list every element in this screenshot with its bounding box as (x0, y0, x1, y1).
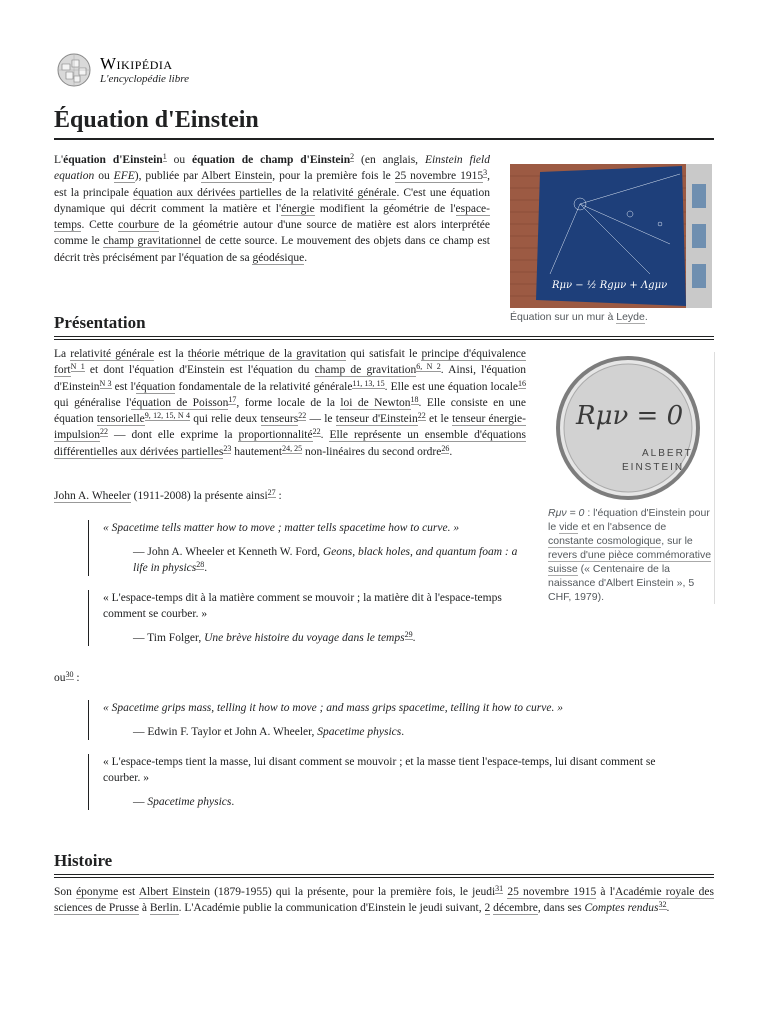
ref-link[interactable]: 32 (658, 900, 667, 910)
ref-link[interactable]: 28 (196, 560, 205, 569)
cite-author: — (133, 796, 148, 808)
quote-body: « Spacetime tells matter how to move ; matter tells spacetime how to curve. » (103, 522, 460, 534)
link-date[interactable]: 25 novembre 1915 (507, 886, 597, 898)
cite-title: Spacetime physics (317, 726, 402, 738)
quote-cite (133, 544, 527, 576)
text: . (666, 902, 670, 915)
link-tenseur-energie[interactable]: tenseur énergie-impulsion (54, 413, 526, 442)
quote-text: « L'espace-temps tient la masse, lui disant comment se mouvoir ; et la masse tient l'espace-temps, lui disant comment se courber. » (103, 756, 656, 784)
link-albert-einstein[interactable]: Albert Einstein (138, 886, 211, 898)
link-day[interactable]: 2 (484, 902, 491, 915)
text: (en anglais, (354, 154, 425, 166)
text: qui généralise l' (54, 396, 132, 409)
text: . (304, 251, 308, 264)
text: , pour la première fois le (272, 170, 395, 183)
coin-line-1: ALBERT (642, 448, 693, 459)
link-efe[interactable]: EFE (113, 170, 135, 183)
ref-link[interactable]: 22 (298, 411, 307, 421)
ref-link[interactable]: 26 (441, 443, 450, 453)
link-constante[interactable]: constante cosmologique (548, 535, 662, 547)
caption-text: (« Centenaire de la naissance d'Albert Einstein », 5 CHF, 1979). (548, 563, 695, 603)
wheeler-intro (54, 488, 526, 504)
note-link[interactable]: N 3 (99, 378, 112, 388)
logo-subtitle: L'encyclopédie libre (100, 73, 189, 85)
text: ou (54, 672, 66, 684)
text: , dans ses (537, 902, 585, 915)
link-tensorielle[interactable]: tensorielle (96, 413, 145, 426)
ref-link[interactable]: 17 (228, 394, 237, 404)
link-proportionnalite[interactable]: proportionnalité (238, 429, 313, 442)
ref-link[interactable]: 22 (100, 427, 109, 437)
text: à l' (596, 886, 615, 898)
text: . (449, 445, 453, 458)
link-principe[interactable]: principe d'équivalence fort (54, 348, 527, 377)
ref-link[interactable]: 23 (223, 443, 232, 453)
ref-link[interactable]: 11, 13, 15 (352, 378, 385, 388)
text: : (73, 672, 80, 684)
text: de la géométrie autour d'une source de matière est alors interprétée comme le (54, 219, 490, 248)
link-vide[interactable]: vide (559, 521, 579, 533)
quote-3 (88, 700, 683, 740)
wall-image[interactable] (510, 164, 712, 308)
text: . Elle consiste en une équation (54, 396, 527, 426)
figure-coin-caption (548, 506, 714, 604)
text: et dont l'équation d'Einstein est l'équation du (84, 364, 315, 377)
quote-body: « Spacetime grips mass, telling it how to move ; and mass grips spacetime, telling it how to curve. » (103, 702, 563, 714)
ref-link[interactable]: 16 (518, 378, 527, 388)
section-heading-histoire: Histoire (54, 850, 714, 878)
ref-link[interactable]: 18 (410, 394, 419, 404)
link-date[interactable]: 25 novembre 1915 (394, 170, 484, 183)
text: . Elle est une équation locale (384, 380, 519, 393)
link-equation[interactable]: équation (135, 380, 176, 393)
quote-cite (133, 794, 683, 810)
text: hautement (231, 445, 283, 458)
quote-text (103, 700, 683, 716)
cite-end: . (231, 796, 235, 808)
text: fondamentale de la relativité générale (175, 380, 353, 393)
text: est (118, 886, 139, 898)
quote-cite (133, 630, 527, 646)
link-eponyme[interactable]: éponyme (76, 886, 119, 898)
link-champ[interactable]: champ de gravitation (314, 364, 417, 377)
link-albert-einstein[interactable]: Albert Einstein (201, 170, 273, 183)
cite-author: — Tim Folger, (133, 632, 205, 644)
wall-formula: Rμν − ½ Rgμν + Λgμν (552, 280, 668, 291)
link-leyde[interactable]: Leyde (616, 311, 645, 323)
cite-end: . (401, 726, 405, 738)
quote-2 (88, 590, 527, 646)
ref-link[interactable]: 27 (267, 488, 276, 497)
wordmark (100, 55, 189, 85)
text: . (320, 429, 330, 442)
ref-link[interactable]: 30 (65, 670, 74, 679)
ref-link[interactable]: 22 (417, 411, 426, 421)
quote-1 (88, 520, 527, 576)
caption-text: , sur le (661, 535, 693, 547)
text: ou (166, 154, 192, 166)
coin-line-2: EINSTEIN (622, 462, 685, 473)
caption-end: . (644, 311, 648, 323)
text: ), publiée par (134, 170, 202, 183)
caption-text: Équation sur un mur à (510, 311, 617, 323)
ref-link[interactable]: 24, 25 (282, 443, 303, 453)
text: qui relie deux (190, 413, 261, 426)
text: et le (425, 413, 453, 426)
cite-author: — John A. Wheeler et Kenneth W. Ford, (133, 546, 323, 558)
bold-term: équation d'Einstein (63, 154, 163, 166)
text: : (275, 490, 282, 502)
ref-link[interactable]: 31 (495, 884, 504, 893)
link-energie[interactable]: énergie (281, 202, 315, 215)
text: — dont elle exprime la (108, 429, 239, 442)
link-edp[interactable]: équation aux dérivées partielles (132, 186, 282, 199)
cite-end: . (412, 632, 416, 644)
link-tenseur-einstein[interactable]: tenseur d'Einstein (335, 413, 418, 426)
text: , est la principale (54, 170, 490, 199)
text: (1879-1955) qui la présente, pour la première fois, le jeudi (210, 886, 496, 898)
text: qui satisfait le (346, 348, 422, 360)
link-revers[interactable]: revers d'une pièce commémorative suisse (548, 549, 712, 575)
text: Son (54, 886, 77, 898)
link-decembre[interactable]: décembre (493, 902, 538, 915)
text: . C'est une équation dynamique qui décrit comment la matière et l' (54, 186, 490, 215)
caption-text: : l'équation d'Einstein pour le (548, 507, 710, 533)
text: (1911-2008) la présente ainsi (130, 490, 268, 502)
link-poisson[interactable]: équation de Poisson (131, 396, 229, 409)
ref-link[interactable]: 3 (483, 168, 488, 178)
link-courbure[interactable]: courbure (118, 219, 160, 232)
link-champ[interactable]: champ gravitationnel (103, 235, 202, 248)
caption-text: et en l'absence de (578, 521, 667, 533)
cite-author: — Edwin F. Taylor et John A. Wheeler, (133, 726, 318, 738)
link-relativite[interactable]: relativité générale (70, 348, 155, 360)
link-berlin[interactable]: Berlin (149, 902, 179, 915)
ref-link[interactable]: 6, N 2 (416, 362, 441, 372)
page-title: Équation d'Einstein (54, 104, 714, 140)
section-heading-presentation: Présentation (54, 312, 714, 340)
text: La (54, 348, 71, 360)
text: L' (54, 154, 64, 166)
quote-text: « L'espace-temps dit à la matière comment se mouvoir ; la matière dit à l'espace-temps comment se courber. » (103, 592, 502, 620)
note-link[interactable]: N 1 (70, 362, 85, 372)
link-tenseurs[interactable]: tenseurs (260, 413, 299, 426)
link-geodesique[interactable]: géodésique (252, 251, 305, 264)
text: ou (94, 170, 114, 183)
coin-formula: Rμν = 0 (576, 401, 684, 431)
histoire-paragraph (54, 884, 714, 917)
logo-title: Wikipédia (100, 54, 173, 73)
quote-cite (133, 724, 683, 740)
link-relativite[interactable]: relativité générale (312, 186, 397, 199)
caption-formula: Rμν = 0 (548, 507, 585, 519)
quote-4 (88, 754, 683, 810)
text: à (138, 902, 150, 915)
text: est l' (111, 380, 136, 393)
intro-paragraph (54, 152, 490, 266)
italic-term: Einstein field equation (54, 154, 490, 183)
figure-coin (548, 352, 715, 604)
link-espace-temps[interactable]: espace-temps (54, 202, 490, 232)
text: de la (281, 186, 313, 199)
cite-title: Spacetime physics (147, 796, 232, 808)
globe-icon (54, 52, 94, 88)
wikipedia-logo[interactable] (54, 52, 189, 88)
ref-link[interactable]: 22 (312, 427, 321, 437)
link-academie[interactable]: Académie royale des sciences de Prusse (54, 886, 715, 915)
text: modifient la géométrie de l' (314, 202, 456, 215)
cite-title: Une brève histoire du voyage dans le temps (204, 632, 405, 644)
text: de cette source. Le mouvement des objets dans ce champ est décrit très précisément par l'équation de sa (54, 235, 490, 264)
ref-link[interactable]: 1 (162, 152, 167, 161)
link-theorie[interactable]: théorie métrique de la gravitation (187, 348, 347, 360)
text: , forme locale de la (236, 396, 341, 409)
text: . L'Académie publie la communication d'Einstein le jeudi suivant, (178, 902, 485, 915)
bold-term: équation de champ d'Einstein (192, 154, 351, 166)
link-wheeler[interactable]: John A. Wheeler (54, 490, 131, 502)
cite-end: . (204, 562, 208, 574)
ref-link[interactable]: 2 (350, 152, 355, 161)
ou-line (54, 670, 80, 686)
cite-title: Geons, black holes, and quantum foam : a life in physics (133, 546, 518, 574)
quote-text (103, 520, 527, 536)
coin-image[interactable] (548, 352, 710, 500)
figure-wall (510, 164, 714, 324)
text: — le (306, 413, 336, 426)
presentation-paragraph (54, 346, 526, 460)
text: . Cette (81, 219, 119, 232)
link-newton[interactable]: loi de Newton (340, 396, 411, 409)
text: non-linéaires du second ordre (302, 445, 442, 458)
italic-title: Comptes rendus (584, 902, 659, 915)
text: . Ainsi, l'équation d'Einstein (54, 364, 527, 393)
link-ensemble[interactable]: Elle représente un ensemble d'équations différentielles aux dérivées partielles (54, 429, 527, 458)
text: est la (154, 348, 188, 360)
ref-link[interactable]: 9, 12, 15, N 4 (144, 411, 191, 421)
ref-link[interactable]: 29 (404, 630, 413, 639)
